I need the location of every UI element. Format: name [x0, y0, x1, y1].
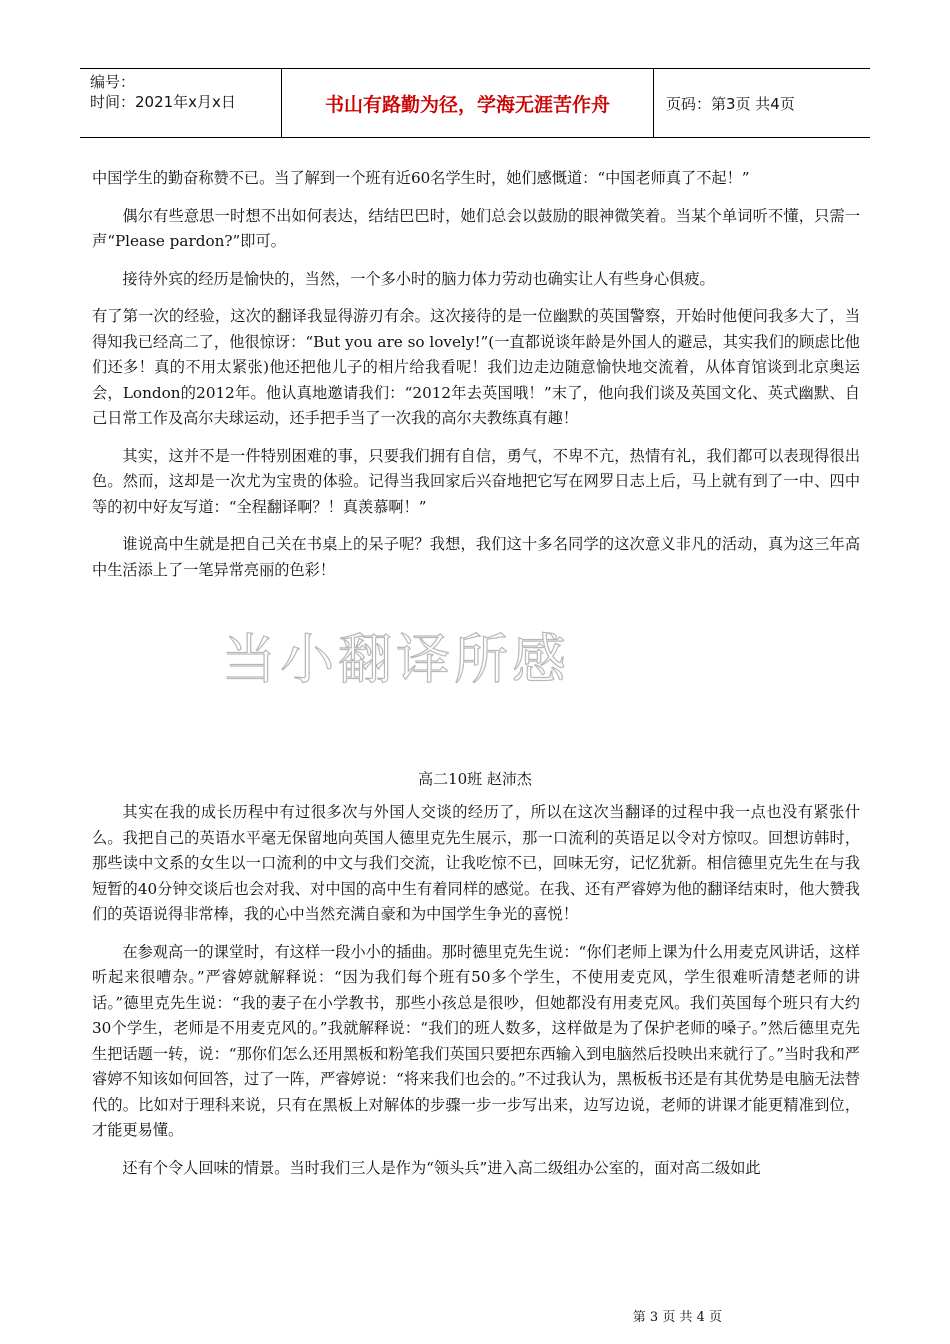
- header-page-info: 页码：第3页 共4页: [666, 94, 795, 113]
- section1-text: [92, 166, 860, 583]
- paragraph: 有了第一次的经验，这次的翻译我显得游刃有余。这次接待的是一位幽默的英国警察，开始时他便问我多大了，当得知我已经高二了，他很惊讶：“But you are so lovely!”(一直都说谈年龄是外国人的避忌，其实我们的顾虑比他们还多！真的不用太紧张)他还把他儿子的相片给我看呢！我们边走边随意愉快地交流着，从体育馆谈到北京奥运会，London的2012年。他认真地邀请我们：“2012年去英国哦！”末了，他向我们谈及英国文化、英式幽默、自己日常工作及高尔夫球运动，还手把手当了一次我的高尔夫教练真有趣！: [92, 307, 860, 427]
- document-time-label: 时间：2021年x月x日: [90, 93, 236, 111]
- paragraph: 还有个令人回味的情景。当时我们三人是作为“领头兵”进入高二级组办公室的，面对高二级如此: [122, 1158, 761, 1177]
- paragraph: 其实，这并不是一件特别困难的事，只要我们拥有自信，勇气，不卑不亢，热情有礼，我们都可以表现得很出色。然而，这却是一次尤为宝贵的体验。记得当我回家后兴奋地把它写在网罗日志上后，马上就有到了一中、四中等的初中好友写道：“全程翻译啊？！真羡慕啊！”: [92, 446, 860, 516]
- page-header: [80, 68, 870, 138]
- paragraph: 谁说高中生就是把自己关在书桌上的呆子呢？我想，我们这十多名同学的这次意义非凡的活动，真为这三年高中生活添上了一笔异常亮丽的色彩！: [92, 535, 860, 579]
- header-motto: 书山有路勤为径，学海无涯苦作舟: [282, 69, 654, 137]
- paragraph: 其实在我的成长历程中有过很多次与外国人交谈的经历了，所以在这次当翻译的过程中我一点也没有紧张什么。我把自己的英语水平毫无保留地向英国人德里克先生展示，那一口流利的英语足以令对方惊叹。回想访韩时，那些读中文系的女生以一口流利的中文与我们交流，让我吃惊不已，回味无穷，记忆犹新。相信德里克先生在与我短暂的40分钟交谈后也会对我、对中国的高中生有着同样的感觉。在我、还有严睿婷为他的翻译结束时，他大赞我们的英语说得非常棒，我的心中当然充满自豪和为中国学生争光的喜悦！: [92, 803, 860, 923]
- document-number-label: 编号：: [90, 73, 136, 91]
- page-footer: 第 3 页 共 4 页: [632, 1310, 722, 1325]
- header-meta: [80, 69, 282, 137]
- paragraph: 中国学生的勤奋称赞不已。当了解到一个班有近60名学生时，她们感慨道：“中国老师真了不起！”: [92, 169, 750, 187]
- article-author: 高二10班 赵沛杰: [418, 770, 532, 788]
- paragraph: 在参观高一的课堂时，有这样一段小小的插曲。那时德里克先生说：“你们老师上课为什么用麦克风讲话，这样听起来很嘈杂。”严睿婷就解释说：“因为我们每个班有50多个学生，不使用麦克风，学生很难听清楚老师的讲话。”德里克先生说：“我的妻子在小学教书，那些小孩总是很吵，但她都没有用麦克风。我们英国每个班只有大约30个学生，老师是不用麦克风的。”我就解释说：“我们的班人数多，这样做是为了保护老师的嗓子。”然后德里克先生把话题一转，说：“那你们怎么还用黑板和粉笔我们英国只要把东西输入到电脑然后投映出来就行了。”当时我和严睿婷不知该如何回答，过了一阵，严睿婷说：“将来我们也会的。”不过我认为，黑板板书还是有其优势是电脑无法替代的。比如对于理科来说，只有在黑板上对解体的步骤一步一步写出来，边写边说，老师的讲课才能更精准到位，才能更易懂。: [92, 942, 860, 1139]
- paragraph: 接待外宾的经历是愉快的，当然，一个多小时的脑力体力劳动也确实让人有些身心俱疲。: [122, 269, 715, 288]
- article-text: [92, 800, 860, 1181]
- article-title: 当小翻译所感: [222, 628, 570, 691]
- paragraph: 偶尔有些意思一时想不出如何表达，结结巴巴时，她们总会以鼓励的眼神微笑着。当某个单词听不懂，只需一声“Please pardon?”即可。: [92, 206, 860, 250]
